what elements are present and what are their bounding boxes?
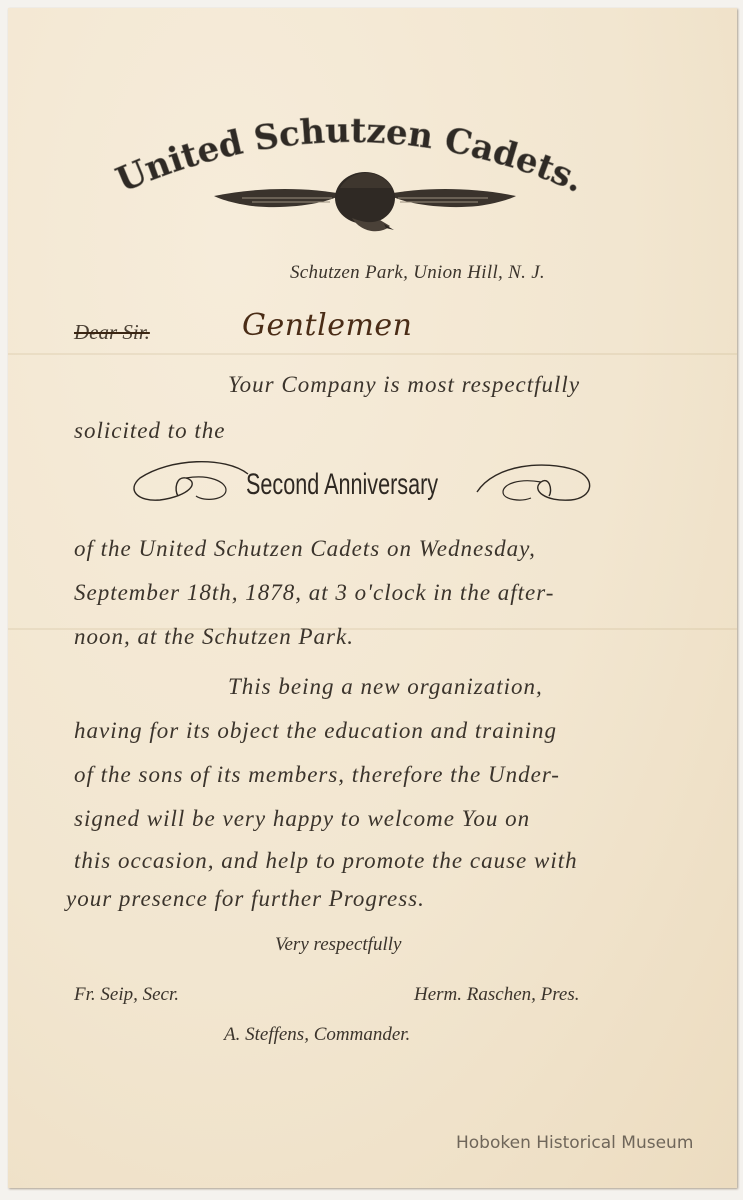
body-line: this occasion, and help to promote the cause with <box>74 848 578 873</box>
masthead-title-text: United Schutzen Cadets. <box>110 110 590 201</box>
body-line: This being a new organization, <box>228 674 543 699</box>
body-line: having for its object the education and training <box>74 718 558 743</box>
eagle-icon <box>212 168 518 240</box>
handwritten-salutation: Gentlemen <box>242 308 413 343</box>
intro-line: Your Company is most respectfully <box>228 372 581 397</box>
event-line: September 18th, 1878, at 3 o'clock in the after- <box>74 580 555 605</box>
struck-salutation-text: Dear Sir. <box>74 320 150 344</box>
flourish-left-icon <box>130 460 250 506</box>
signature-commander: A. Steffens, Commander. <box>224 1024 411 1045</box>
flourish-right-icon <box>475 460 595 506</box>
signature-secretary: Fr. Seip, Secr. <box>74 984 180 1005</box>
location-line: Schutzen Park, Union Hill, N. J. <box>290 262 545 283</box>
event-title: Second Anniversary <box>246 468 439 501</box>
closing-line: Very respectfully <box>275 934 402 955</box>
event-line: of the United Schutzen Cadets on Wednesday, <box>74 536 536 561</box>
body-line: of the sons of its members, therefore the Under- <box>74 762 560 787</box>
signature-president: Herm. Raschen, Pres. <box>414 984 580 1005</box>
printed-salutation <box>74 320 150 345</box>
body-line: your presence for further Progress. <box>66 886 425 911</box>
paper-fold <box>8 353 737 355</box>
museum-watermark: Hoboken Historical Museum <box>456 1133 694 1153</box>
intro-line: solicited to the <box>74 418 226 443</box>
body-line: signed will be very happy to welcome You on <box>74 806 531 831</box>
event-line: noon, at the Schutzen Park. <box>74 624 354 649</box>
